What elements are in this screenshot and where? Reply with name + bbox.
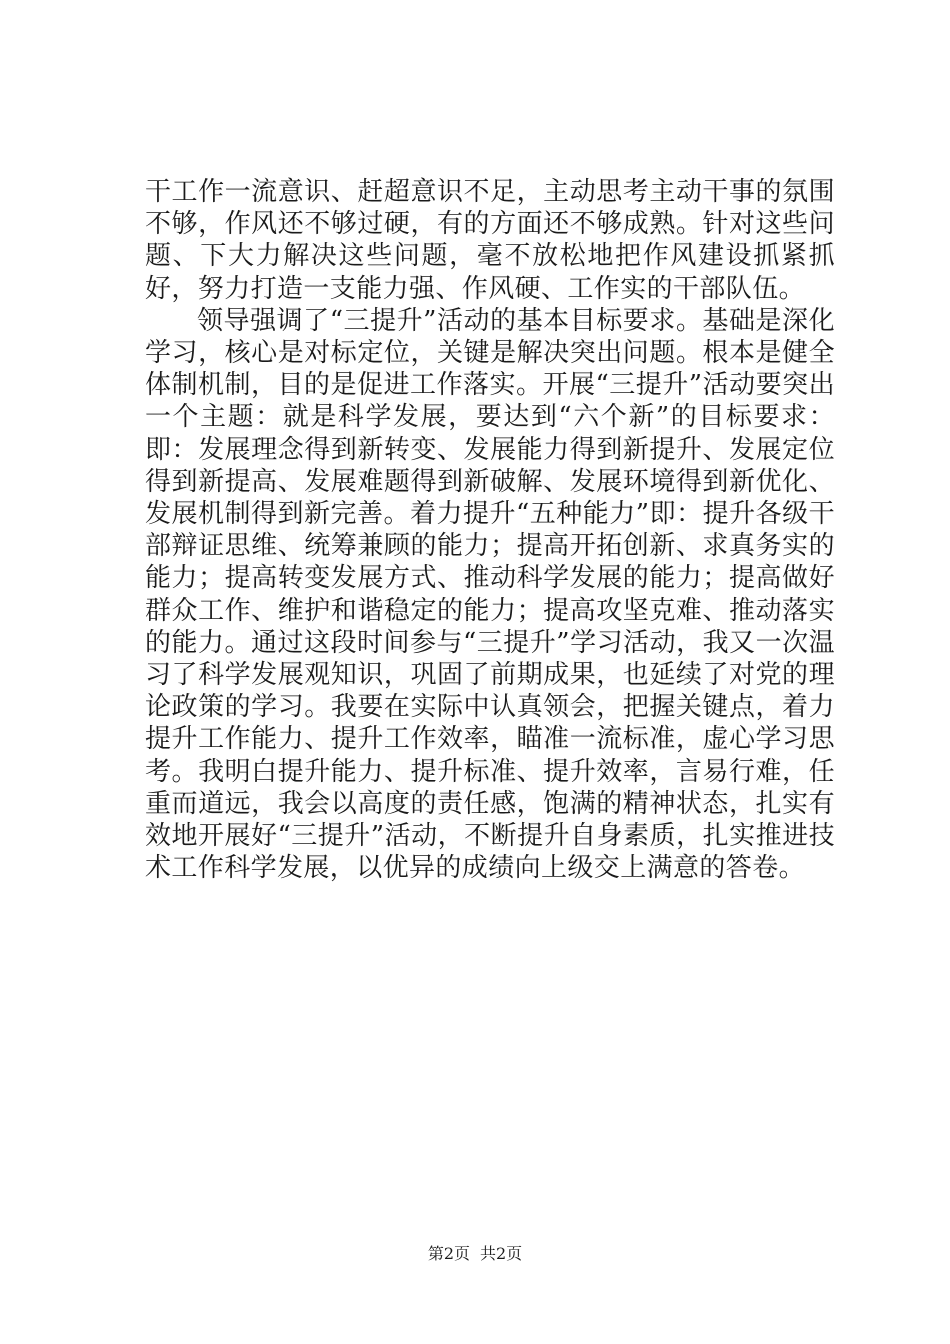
document-body	[145, 176, 835, 884]
paragraph-continuation: 干工作一流意识、赶超意识不足，主动思考主动干事的氛围不够，作风还不够过硬，有的方面还不够成熟。针对这些问题、下大力解决这些问题，毫不放松地把作风建设抓紧抓好，努力打造一支能力强、作风硬、工作实的干部队伍。	[145, 177, 835, 304]
page-number: 第2页	[427, 1244, 470, 1263]
page-footer	[0, 1244, 950, 1264]
paragraph-main: 领导强调了“三提升”活动的基本目标要求。基础是深化学习，核心是对标定位，关键是解决突出问题。根本是健全体制机制，目的是促进工作落实。开展“三提升”活动要突出一个主题：就是科学发展，要达到“六个新”的目标要求：即：发展理念得到新转变、发展能力得到新提升、发展定位得到新提高、发展难题得到新破解、发展环境得到新优化、发展机制得到新完善。着力提升“五种能力”即：提升各级干部辩证思维、统筹兼顾的能力；提高开拓创新、求真务实的能力；提高转变发展方式、推动科学发展的能力；提高做好群众工作、维护和谐稳定的能力；提高攻坚克难、推动落实的能力。通过这段时间参与“三提升”学习活动，我又一次温习了科学发展观知识，巩固了前期成果，也延续了对党的理论政策的学习。我要在实际中认真领会，把握关键点，着力提升工作能力、提升工作效率，瞄准一流标准，虚心学习思考。我明白提升能力、提升标准、提升效率，言易行难，任重而道远，我会以高度的责任感，饱满的精神状态，扎实有效地开展好“三提升”活动，不断提升自身素质，扎实推进技术工作科学发展，以优异的成绩向上级交上满意的答卷。	[145, 305, 835, 884]
page-total: 共2页	[480, 1244, 523, 1263]
